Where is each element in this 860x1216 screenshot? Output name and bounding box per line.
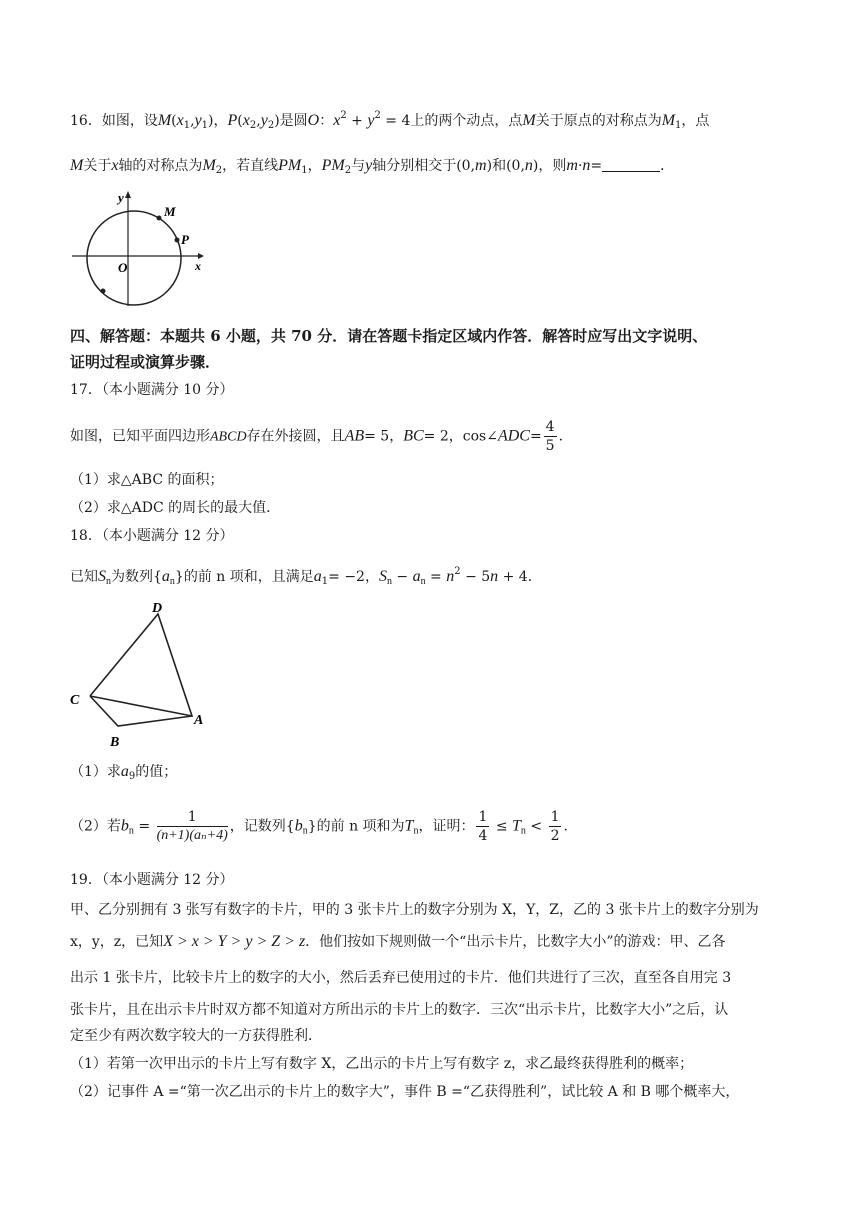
fig-label-a: A: [194, 713, 204, 728]
q16-line2: M关于x轴的对称点为$M_2$，若直线$PM_1$，$PM_2$与y轴分别相交于(0,m)和(0,n)，则m·n= ．: [70, 157, 675, 176]
ineq-right-fraction: $\frac{1}{2}$: [550, 809, 560, 844]
answer-blank: [602, 157, 660, 172]
q19-para-line4: 张卡片，且在出示卡片时双方都不知道对方所出示的卡片上的数字．三次“出示卡片，比数字大小”之后，认: [70, 1002, 729, 1018]
cos-fraction: $\frac{4}{5}$: [545, 419, 555, 454]
q19-part1: （1）若第一次甲出示的卡片上写有数字 X，乙出示的卡片上写有数字 z，求乙最终获得胜利的概率；: [70, 1056, 694, 1072]
ineq-left-fraction: $\frac{1}{4}$: [478, 809, 488, 844]
fig-label-b: B: [110, 735, 120, 750]
q19-part2: （2）记事件 A =“第一次乙出示的卡片上的数字大”，事件 B =“乙获得胜利”，试比较 A 和 B 哪个概率大，: [70, 1084, 740, 1100]
q19-para-line5: 定至少有两次数字较大的一方获得胜利．: [70, 1028, 322, 1044]
q18-quadrilateral-figure: [66, 594, 216, 754]
bn-fraction: $\frac{1}{\text{(n+1)(aₙ+4)}}$: [156, 809, 228, 843]
q16-circle-figure: [70, 188, 210, 310]
q19-para-line2: x，y，z，已知X > x > Y > y > Z > z．他们按如下规则做一个“出示卡片，比数字大小”的游戏：甲、乙各: [70, 933, 726, 950]
section4-heading-line2: 证明过程或演算步骤．: [70, 353, 221, 371]
fig-label-c: C: [70, 693, 80, 708]
fig-label-m: M: [164, 204, 176, 219]
fig-label-p: P: [181, 232, 189, 247]
q17-stem: 如图，已知平面四边形ABCD存在外接圆，且AB= 5，BC= 2，cos∠ADC= $\frac{4}{5}$ ．: [70, 419, 573, 454]
q18-part1: （1）求$a_9$的值；: [70, 763, 178, 782]
q18-stem: 已知$S_n$为数列$\{a_n\}$的前 n 项和，且满足$a_1= -2$，$S_n - a_n = n^2 - 5n + 4$．: [70, 566, 542, 587]
fig-label-o: O: [118, 260, 128, 275]
q19-header: 19．（本小题满分 12 分）: [70, 872, 234, 888]
q16-line1: 16．如图，设$M(x_1,y_1)$，$P(x_2,y_2)$是圆O：$x^2 + y^2 = 4$上的两个动点，点M关于原点的对称点为$M_1$，点: [70, 110, 710, 131]
q17-part1: （1）求△ABC 的面积；: [70, 472, 224, 488]
q17-part2: （2）求△ADC 的周长的最大值．: [70, 500, 281, 516]
section4-heading-line1: 四、解答题：本题共 6 小题，共 70 分．请在答题卡指定区域内作答．解答时应写出文字说明、: [70, 327, 708, 345]
fig-label-d: D: [152, 601, 163, 616]
q18-header: 18．（本小题满分 12 分）: [70, 528, 234, 544]
fig-label-x: x: [195, 259, 201, 273]
q18-part2: （2）若$b_n$ = $\frac{1}{\text{(n+1)(aₙ+4)}}$ ，记数列$\{b_n\}$的前 n 项和为$T_n$，证明： $\frac{1}{4}$ ≤ $T_n$ < $\frac{1}{2}$ ．: [70, 809, 578, 844]
q17-header: 17．（本小题满分 10 分）: [70, 382, 234, 398]
fig-label-y: y: [118, 190, 124, 205]
q19-para-line1: 甲、乙分别拥有 3 张写有数字的卡片，甲的 3 张卡片上的数字分别为 X，Y，Z，乙的 3 张卡片上的数字分别为: [70, 902, 759, 918]
q19-para-line3: 出示 1 张卡片，比较卡片上的数字的大小，然后丢弃已使用过的卡片．他们共进行了三次，直至各自用完 3: [70, 970, 732, 986]
